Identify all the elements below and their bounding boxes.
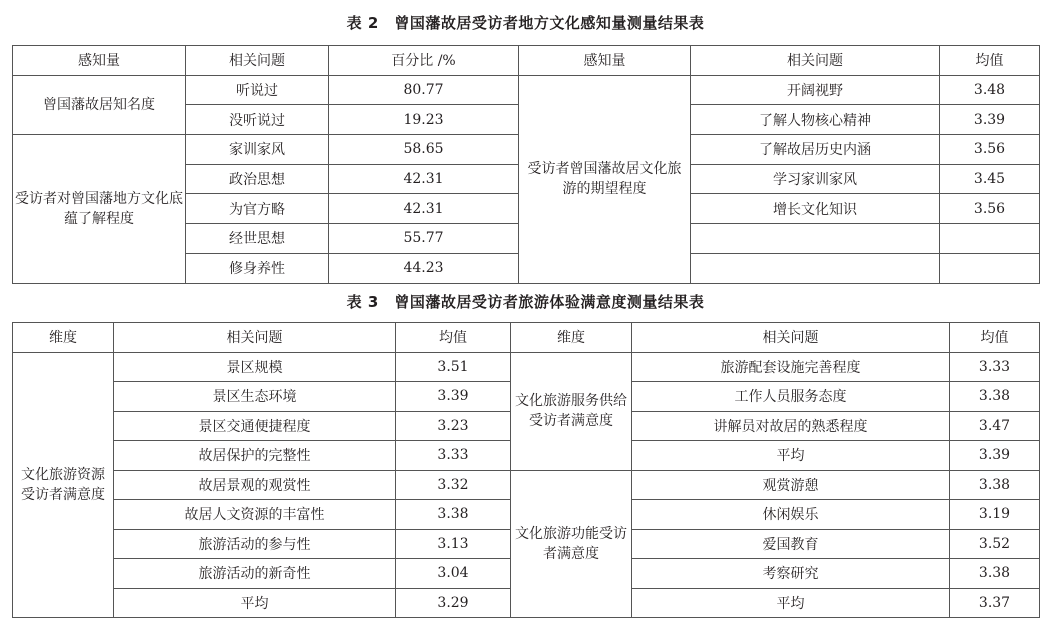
table3-header-row [13, 323, 1040, 353]
value-cell: 3.56 [940, 135, 1040, 165]
table3-header: 维度 [13, 323, 114, 353]
table2-header: 相关问题 [186, 46, 329, 76]
value-cell: 3.37 [950, 588, 1040, 618]
table-row [13, 470, 1040, 500]
table3-header: 均值 [950, 323, 1040, 353]
question-cell: 故居保护的完整性 [114, 441, 396, 471]
value-cell: 3.29 [396, 588, 511, 618]
value-cell: 3.13 [396, 529, 511, 559]
question-cell: 讲解员对故居的熟悉程度 [632, 411, 950, 441]
value-cell: 3.51 [396, 352, 511, 382]
value-cell: 3.45 [940, 164, 1040, 194]
question-cell: 政治思想 [186, 164, 329, 194]
question-cell: 增长文化知识 [691, 194, 940, 224]
category-cell: 受访者对曾国藩地方文化底蕴了解程度 [13, 135, 186, 283]
category-cell: 受访者曾国藩故居文化旅游的期望程度 [519, 75, 691, 283]
value-cell: 3.39 [396, 382, 511, 412]
table2-header-row [13, 46, 1040, 76]
question-cell: 爱国教育 [632, 529, 950, 559]
question-cell: 平均 [114, 588, 396, 618]
empty-cell [940, 224, 1040, 254]
question-cell: 旅游活动的新奇性 [114, 559, 396, 589]
empty-cell [691, 224, 940, 254]
value-cell: 42.31 [329, 164, 519, 194]
category-cell: 文化旅游资源受访者满意度 [13, 352, 114, 618]
value-cell: 42.31 [329, 194, 519, 224]
question-cell: 故居景观的观赏性 [114, 470, 396, 500]
question-cell: 经世思想 [186, 224, 329, 254]
question-cell: 为官方略 [186, 194, 329, 224]
value-cell: 3.38 [396, 500, 511, 530]
question-cell: 了解人物核心精神 [691, 105, 940, 135]
question-cell: 景区交通便捷程度 [114, 411, 396, 441]
value-cell: 3.33 [950, 352, 1040, 382]
question-cell: 考察研究 [632, 559, 950, 589]
category-cell: 文化旅游服务供给受访者满意度 [511, 352, 632, 470]
value-cell: 3.38 [950, 559, 1040, 589]
table-row [13, 352, 1040, 382]
value-cell: 80.77 [329, 75, 519, 105]
category-cell: 文化旅游功能受访者满意度 [511, 470, 632, 618]
table3-header: 相关问题 [114, 323, 396, 353]
table3 [12, 322, 1040, 618]
table2-header: 相关问题 [691, 46, 940, 76]
question-cell: 休闲娱乐 [632, 500, 950, 530]
table2 [12, 45, 1040, 284]
value-cell: 3.38 [950, 382, 1040, 412]
value-cell: 3.56 [940, 194, 1040, 224]
value-cell: 3.39 [950, 441, 1040, 471]
value-cell: 3.38 [950, 470, 1040, 500]
question-cell: 没听说过 [186, 105, 329, 135]
question-cell: 平均 [632, 441, 950, 471]
value-cell: 55.77 [329, 224, 519, 254]
value-cell: 3.52 [950, 529, 1040, 559]
empty-cell [940, 253, 1040, 283]
table3-header: 相关问题 [632, 323, 950, 353]
value-cell: 44.23 [329, 253, 519, 283]
question-cell: 旅游配套设施完善程度 [632, 352, 950, 382]
question-cell: 听说过 [186, 75, 329, 105]
question-cell: 景区规模 [114, 352, 396, 382]
value-cell: 3.39 [940, 105, 1040, 135]
question-cell: 平均 [632, 588, 950, 618]
table2-header: 感知量 [13, 46, 186, 76]
question-cell: 了解故居历史内涵 [691, 135, 940, 165]
table2-header: 百分比 /% [329, 46, 519, 76]
table2-caption: 表 2 曾国藩故居受访者地方文化感知量测量结果表 [346, 14, 705, 32]
value-cell: 3.19 [950, 500, 1040, 530]
table3-caption: 表 3 曾国藩故居受访者旅游体验满意度测量结果表 [346, 293, 705, 311]
question-cell: 家训家风 [186, 135, 329, 165]
table2-header: 均值 [940, 46, 1040, 76]
value-cell: 58.65 [329, 135, 519, 165]
value-cell: 3.23 [396, 411, 511, 441]
table-row [13, 75, 1040, 105]
empty-cell [691, 253, 940, 283]
question-cell: 学习家训家风 [691, 164, 940, 194]
table3-header: 维度 [511, 323, 632, 353]
value-cell: 3.33 [396, 441, 511, 471]
question-cell: 工作人员服务态度 [632, 382, 950, 412]
question-cell: 观赏游憩 [632, 470, 950, 500]
value-cell: 3.47 [950, 411, 1040, 441]
category-cell: 曾国藩故居知名度 [13, 75, 186, 134]
value-cell: 3.04 [396, 559, 511, 589]
question-cell: 故居人文资源的丰富性 [114, 500, 396, 530]
question-cell: 景区生态环境 [114, 382, 396, 412]
table2-header: 感知量 [519, 46, 691, 76]
value-cell: 3.48 [940, 75, 1040, 105]
value-cell: 3.32 [396, 470, 511, 500]
value-cell: 19.23 [329, 105, 519, 135]
question-cell: 开阔视野 [691, 75, 940, 105]
question-cell: 旅游活动的参与性 [114, 529, 396, 559]
table3-header: 均值 [396, 323, 511, 353]
question-cell: 修身养性 [186, 253, 329, 283]
